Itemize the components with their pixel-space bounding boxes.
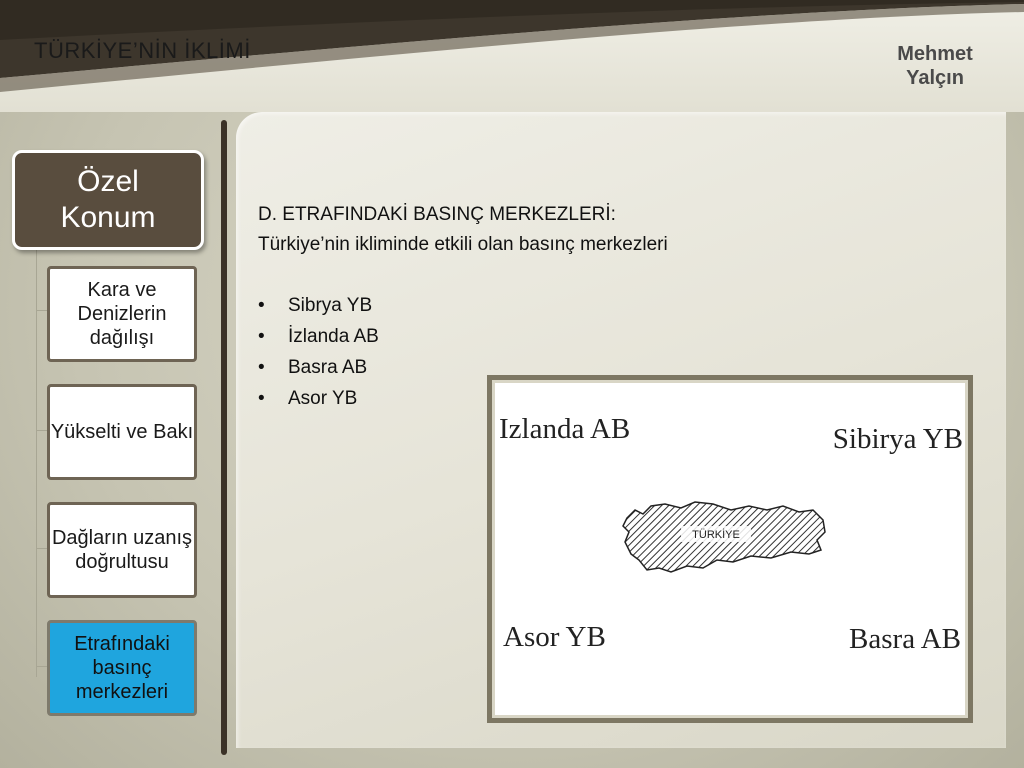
- bullet-icon: •: [258, 295, 265, 316]
- bullet-icon: •: [258, 326, 265, 347]
- list-item: [258, 321, 379, 352]
- bullet-icon: •: [258, 357, 265, 378]
- section-title-box: [12, 150, 204, 250]
- nav-item-yukselti-ve-baki[interactable]: [47, 384, 197, 480]
- map-inner-border: [492, 380, 968, 718]
- nav-item-daglarin-uzanisi[interactable]: [47, 502, 197, 598]
- pressure-centers-list: [258, 290, 379, 414]
- pressure-map: [495, 383, 965, 715]
- section-title: Özel Konum: [60, 165, 156, 234]
- turkey-map-icon: [621, 496, 831, 581]
- list-item: [258, 352, 379, 383]
- list-item-text: Sibrya YB: [288, 295, 373, 316]
- map-label-basra: Basra AB: [849, 623, 961, 655]
- author-name: Mehmet Yalçın: [897, 43, 973, 89]
- header-bar: [0, 0, 1024, 112]
- list-item: [258, 383, 379, 414]
- content-subheading: Türkiye’nin ikliminde etkili olan basınç merkezleri: [258, 234, 668, 255]
- page-title: TÜRKİYE’NİN İKLİMİ: [34, 38, 251, 63]
- list-item-text: Basra AB: [288, 357, 368, 378]
- map-label-sibirya: Sibirya YB: [832, 423, 963, 455]
- map-label-izlanda: Izlanda AB: [499, 413, 631, 445]
- pressure-map-frame: [487, 375, 973, 723]
- content-heading-block: [258, 200, 668, 260]
- content-heading: D. ETRAFINDAKİ BASINÇ MERKEZLERİ:: [258, 204, 616, 225]
- nav-item-label: Etrafındaki basınç merkezleri: [74, 633, 170, 703]
- bullet-icon: •: [258, 388, 265, 409]
- map-center-label: TÜRKİYE: [692, 529, 740, 541]
- nav-item-basinc-merkezleri[interactable]: [47, 620, 197, 716]
- list-item-text: Asor YB: [288, 388, 358, 409]
- nav-item-label: Kara ve Denizlerin dağılışı: [77, 279, 167, 349]
- vertical-divider: [221, 120, 227, 755]
- list-item: [258, 290, 379, 321]
- nav-item-label: Yükselti ve Bakı: [50, 421, 194, 443]
- nav-item-kara-ve-denizler[interactable]: [47, 266, 197, 362]
- nav-item-label: Dağların uzanış doğrultusu: [51, 527, 193, 573]
- map-label-asor: Asor YB: [503, 621, 606, 653]
- list-item-text: İzlanda AB: [288, 326, 379, 347]
